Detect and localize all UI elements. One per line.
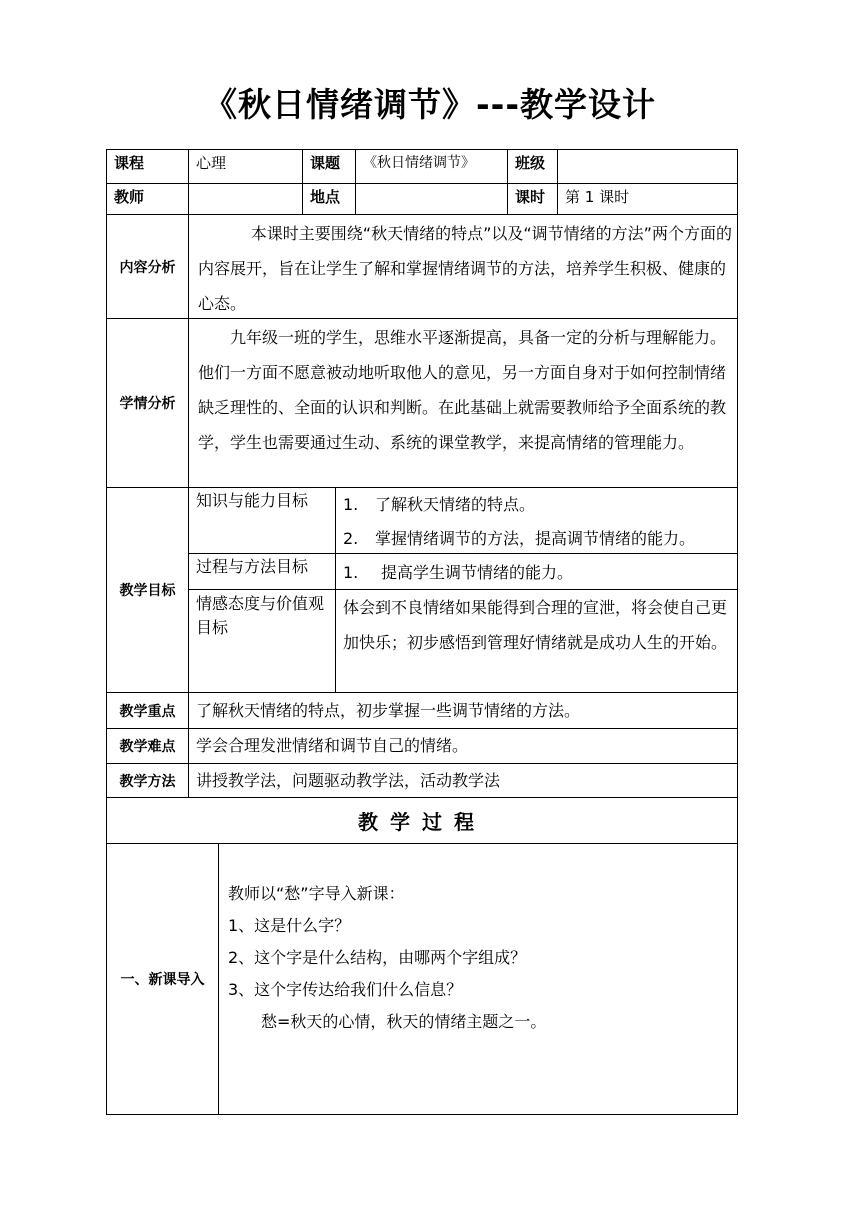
knowledge-goal-list <box>343 491 733 555</box>
key-point-label: 教学重点 <box>119 703 176 720</box>
teacher-label: 教师 <box>114 188 145 206</box>
intro-line: 1、这是什么字？ <box>228 916 351 935</box>
topic-label: 课题 <box>310 154 341 172</box>
student-analysis-label: 学情分析 <box>119 396 176 412</box>
intro-line: 愁=秋天的心情，秋天的情绪主题之一。 <box>261 1012 547 1031</box>
place-label: 地点 <box>310 188 341 206</box>
list-text: 掌握情绪调节的方法，提高调节情绪的能力。 <box>375 529 696 548</box>
list-text: 了解秋天情绪的特点。 <box>375 495 536 514</box>
list-number: 2. <box>343 529 359 548</box>
objectives-label: 教学目标 <box>119 583 176 599</box>
list-item <box>343 523 733 555</box>
list-text: 提高学生调节情绪的能力。 <box>381 563 574 582</box>
course-value: 心理 <box>196 154 227 172</box>
key-point-text: 了解秋天情绪的特点，初步掌握一些调节情绪的方法。 <box>196 701 581 720</box>
difficulty-text: 学会合理发泄情绪和调节自己的情绪。 <box>196 736 469 755</box>
intro-line: 3、这个字传达给我们什么信息？ <box>228 980 463 999</box>
topic-value: 《秋日情绪调节》 <box>363 155 475 171</box>
period-value: 第 1 课时 <box>565 188 630 206</box>
list-item <box>343 557 733 589</box>
method-text: 讲授教学法，问题驱动教学法，活动教学法 <box>196 771 501 790</box>
method-label: 教学方法 <box>119 773 176 790</box>
list-item <box>343 491 733 523</box>
content-analysis-text: 本课时主要围绕“秋天情绪的特点”以及“调节情绪的方法”两个方面的内容展开，旨在让学生了解和掌握情绪调节的方法，培养学生积极、健康的心态。 <box>198 224 732 313</box>
list-number: 1. <box>343 495 359 514</box>
student-analysis-text: 九年级一班的学生，思维水平逐渐提高，具备一定的分析与理解能力。他们一方面不愿意被动地听取他人的意见，另一方面自身对于如何控制情绪缺乏理性的、全面的认识和判断。在此基础上就需要教师给予全面系统的教学，学生也需要通过生动、系统的课堂教学，来提高情绪的管理能力。 <box>198 328 727 452</box>
process-title: 教学过程 <box>358 810 486 834</box>
knowledge-goal-label: 知识与能力目标 <box>196 491 309 510</box>
period-label: 课时 <box>515 188 546 206</box>
document-title: 《秋日情绪调节》---教学设计 <box>203 85 657 124</box>
intro-line: 教师以“愁”字导入新课： <box>228 884 405 903</box>
difficulty-label: 教学难点 <box>119 739 176 755</box>
intro-label: 一、新课导入 <box>120 972 205 988</box>
process-goal-list <box>343 557 733 589</box>
process-goal-label: 过程与方法目标 <box>196 557 309 576</box>
course-label: 课程 <box>114 154 145 172</box>
class-label: 班级 <box>515 154 546 172</box>
emotion-goal-text: 体会到不良情绪如果能得到合理的宣泄，将会使自己更加快乐；初步感悟到管理好情绪就是成功人生的开始。 <box>343 598 728 652</box>
content-analysis-label: 内容分析 <box>119 259 176 276</box>
intro-content <box>228 878 728 1038</box>
emotion-goal-label: 情感态度与价值观目标 <box>196 594 325 637</box>
list-number: 1. <box>343 563 359 582</box>
intro-line: 2、这个字是什么结构，由哪两个字组成？ <box>228 948 527 967</box>
